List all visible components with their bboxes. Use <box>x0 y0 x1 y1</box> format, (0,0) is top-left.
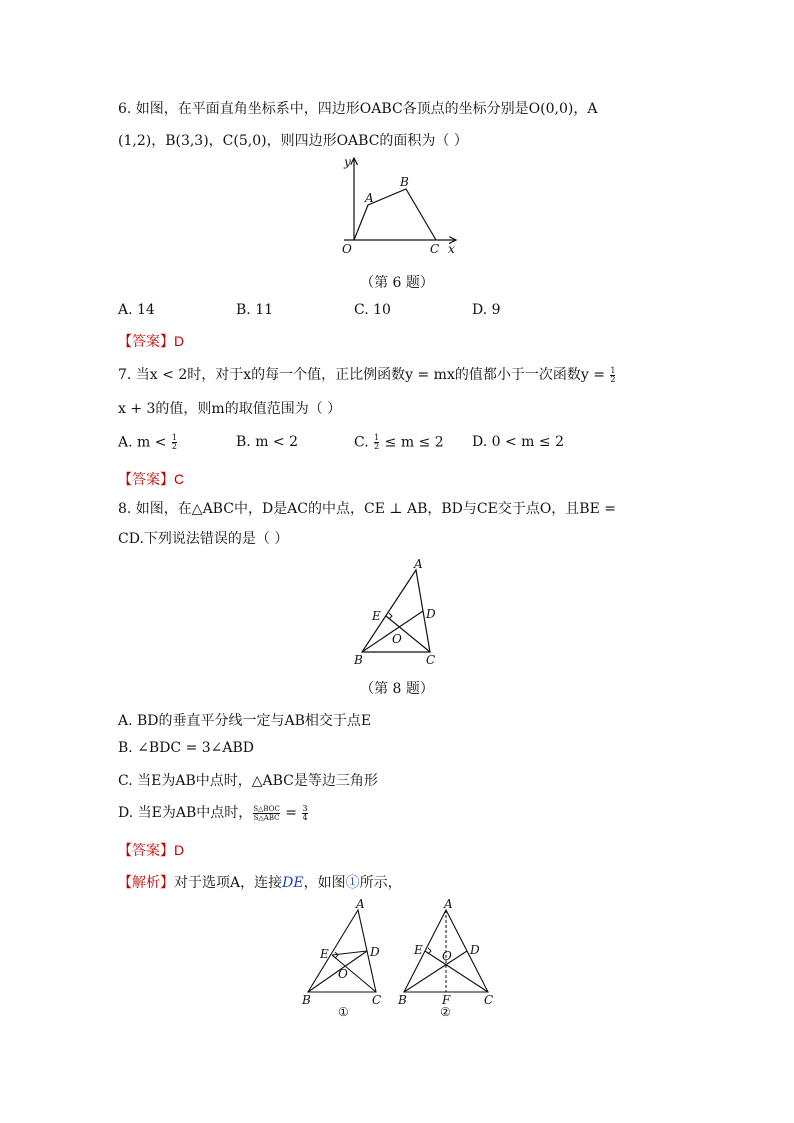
fig2-number: ② <box>440 1005 451 1019</box>
q8-analysis-de: DE <box>282 875 304 891</box>
fig2-label-E: E <box>414 943 423 957</box>
q8-caption: （第 8 题） <box>360 681 434 697</box>
fig2-label-F: F <box>442 993 451 1007</box>
q8-answer-tag: 【答案】 <box>118 843 174 859</box>
q8-analysis-pre: 对于选项A，连接 <box>174 875 283 891</box>
q7-option-a-text: A. m < <box>118 434 171 451</box>
q7-text-line2: x + 3的值，则m的取值范围为（ ） <box>118 401 342 417</box>
q6-option-a: A. 14 <box>118 302 155 318</box>
q8-option-d <box>118 802 309 822</box>
q6-caption: （第 6 题） <box>360 275 434 291</box>
q8-analysis-figure-2 <box>397 898 493 1019</box>
q7-option-a <box>118 434 178 451</box>
q8-analysis-figures <box>296 898 506 1024</box>
q7-text-line1-pre: 7. 当x < 2时，对于x的每一个值，正比例函数y = mx的值都小于一次函数y = <box>118 367 610 383</box>
q8-analysis-figure-1 <box>301 898 381 1019</box>
q7-option-a-frac <box>172 434 177 451</box>
q7-option-c-frac <box>374 434 379 451</box>
fig1-label-D: D <box>370 945 380 959</box>
fig2-label-C: C <box>484 993 494 1007</box>
q6-text-line2: (1,2)，B(3,3)，C(5,0)，则四边形OABC的面积为（ ） <box>118 133 468 149</box>
q7-option-d: D. 0 < m ≤ 2 <box>472 434 564 450</box>
fig1-label-E: E <box>320 947 329 961</box>
q6-option-b: B. 11 <box>236 302 274 318</box>
fig2-label-B: B <box>398 993 407 1007</box>
q8-analysis-post: 所示， <box>359 875 402 891</box>
q6-option-c: C. 10 <box>354 302 391 318</box>
q7-option-c-num: 1 <box>374 433 380 442</box>
q8-label-E: E <box>372 609 381 623</box>
q7-option-b: B. m < 2 <box>236 434 299 450</box>
q6-label-O: O <box>342 242 352 256</box>
q7-answer <box>118 469 184 489</box>
q7-frac-den: 2 <box>610 374 616 384</box>
q7-option-c <box>354 434 444 451</box>
fig2-label-D: D <box>470 943 480 957</box>
q8-analysis-mid: ，如图 <box>303 875 346 891</box>
q7-option-c-den: 2 <box>374 442 380 451</box>
fig1-number: ① <box>338 1005 349 1019</box>
q8-option-d-val-num: 3 <box>302 803 308 813</box>
q8-option-d-den: S△ABC <box>253 813 280 822</box>
q6-answer-tag: 【答案】 <box>118 334 174 350</box>
q6-option-d: D. 9 <box>472 302 501 318</box>
q7-answer-value: C <box>174 471 185 487</box>
q6-answer-value: D <box>174 333 185 349</box>
q8-option-d-eq: = <box>280 805 302 821</box>
q8-analysis <box>118 872 402 892</box>
q8-option-c: C. 当E为AB中点时，△ABC是等边三角形 <box>118 773 378 789</box>
q8-label-D: D <box>426 607 436 621</box>
q7-option-c-post: ≤ m ≤ 2 <box>380 434 444 451</box>
q8-right-angle-mark <box>389 613 392 619</box>
q7-fraction <box>610 367 615 384</box>
q8-option-b: B. ∠BDC = 3∠ABD <box>118 740 255 756</box>
q8-label-A: A <box>414 557 423 571</box>
fig2-segment-bd <box>404 951 467 992</box>
q8-option-a: A. BD的垂直平分线一定与AB相交于点E <box>118 713 372 729</box>
q6-label-A: A <box>365 191 374 205</box>
q6-label-x: x <box>448 242 455 256</box>
q8-label-B: B <box>354 653 363 667</box>
q8-option-d-pre: D. 当E为AB中点时， <box>118 805 253 821</box>
fig1-label-B: B <box>302 993 311 1007</box>
q8-text-line1: 8. 如图，在△ABC中，D是AC的中点，CE ⊥ AB，BD与CE交于点O，且BE = <box>118 501 616 517</box>
fig1-label-A: A <box>356 898 365 911</box>
q8-option-d-value <box>302 805 307 822</box>
q6-answer <box>118 331 184 351</box>
q8-analysis-tag: 【解析】 <box>118 875 174 891</box>
fig2-segment-ce <box>425 951 488 992</box>
q8-label-C: C <box>426 653 436 667</box>
q8-answer <box>118 840 184 860</box>
q8-option-d-val-den: 4 <box>302 812 308 822</box>
fig2-label-A: A <box>444 898 453 911</box>
q6-text-line1: 6. 如图，在平面直角坐标系中，四边形OABC各顶点的坐标分别是O(0,0)，A <box>118 101 598 117</box>
q6-label-B: B <box>400 175 409 189</box>
q7-text-line1 <box>118 364 616 384</box>
q8-option-d-ratio <box>253 805 280 822</box>
q7-option-a-num: 1 <box>171 433 178 442</box>
q6-label-y: y <box>344 155 351 169</box>
q7-answer-tag: 【答案】 <box>118 472 174 488</box>
fig2-label-O: O <box>442 949 452 963</box>
q6-label-C: C <box>430 242 440 256</box>
q7-option-c-pre: C. <box>354 434 374 451</box>
q8-answer-value: D <box>174 842 185 858</box>
fig2-right-angle-mark <box>428 948 431 954</box>
q8-analysis-circle: ① <box>345 875 360 891</box>
q8-option-d-num: S△BOC <box>253 804 280 813</box>
q8-text-line2: CD.下列说法错误的是（ ） <box>118 531 289 547</box>
fig1-label-C: C <box>372 993 382 1007</box>
q7-frac-num: 1 <box>610 365 616 375</box>
q7-option-a-den: 2 <box>171 442 178 451</box>
q8-figure <box>350 556 450 670</box>
q8-label-O: O <box>392 632 402 646</box>
fig1-label-O: O <box>338 967 348 981</box>
q6-figure <box>330 152 470 262</box>
